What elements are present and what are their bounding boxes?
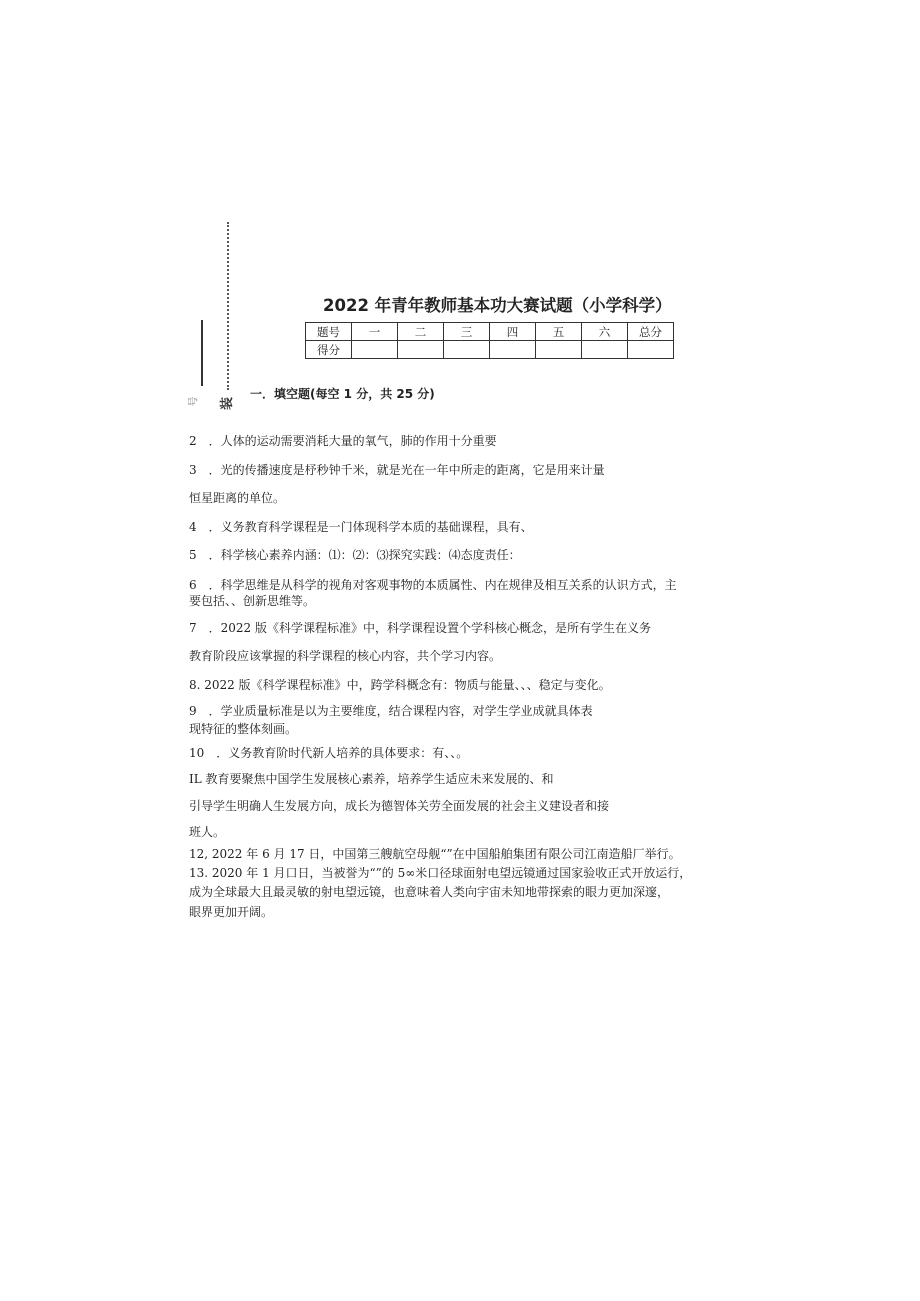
question-line: 4 ．义务教育科学课程是一门体现科学本质的基础课程，具有、	[189, 520, 533, 534]
question-line: 12, 2022 年 6 月 17 日，中国第三艘航空母舰“”在中国船舶集团有限公司江南造船厂举行。	[189, 847, 681, 861]
question-line: 2 ．人体的运动需要消耗大量的氧气，肺的作用十分重要	[189, 434, 497, 448]
score-cell-empty	[352, 341, 398, 359]
question-line: 要包括、、创新思维等。	[189, 594, 316, 608]
binding-dotted-line	[227, 222, 229, 390]
margin-mark-binding: 装	[220, 396, 236, 411]
question-line: 7 ．2022 版《科学课程标准》中，科学课程设置个学科核心概念，是所有学生在义务	[189, 621, 651, 635]
score-cell: 一	[352, 323, 398, 341]
question-line: 成为全球最大且最灵敏的射电望远镜，也意味着人类向宇宙未知地带探索的眼力更加深邃，	[189, 885, 670, 899]
question-line: 现特征的整体刻画。	[189, 722, 298, 736]
question-line: 10 ．义务教育阶时代新人培养的具体要求：有、、。	[189, 746, 469, 760]
score-table	[305, 322, 674, 359]
question-line: 教育阶段应该掌握的科学课程的核心内容，共个学习内容。	[189, 649, 502, 663]
score-cell: 题号	[306, 323, 352, 341]
score-cell: 四	[490, 323, 536, 341]
question-line: 班人。	[189, 825, 226, 839]
question-line: 3 ．光的传播速度是杼秒钟千米，就是光在一年中所走的距离，它是用来计量	[189, 463, 605, 477]
score-cell-empty	[536, 341, 582, 359]
question-line: 9 ．学业质量标准是以为主要维度，结合课程内容，对学生学业成就具体表	[189, 704, 593, 718]
score-cell: 三	[444, 323, 490, 341]
question-line: 6 ．科学思维是从科学的视角对客观事物的本质属性、内在规律及相互关系的认识方式，主	[189, 578, 677, 592]
exam-title: 2022 年青年教师基本功大赛试题（小学科学）	[323, 296, 672, 315]
score-cell: 五	[536, 323, 582, 341]
score-cell: 得分	[306, 341, 352, 359]
binding-solid-line	[201, 320, 203, 386]
margin-mark-number: 号	[188, 396, 200, 407]
question-line: 引导学生明确人生发展方向，成长为德智体关劳全面发展的社会主义建设者和接	[189, 799, 610, 813]
score-table-header-row	[306, 323, 674, 341]
score-cell-empty	[582, 341, 628, 359]
score-cell-empty	[398, 341, 444, 359]
question-line: 13. 2020 年 1 月口日，当被誉为“”的 5∞米口径球面射电望远镜通过国家验收正式开放运行，	[189, 866, 692, 880]
question-line: 8. 2022 版《科学课程标准》中，跨学科概念有：物质与能量、、、稳定与变化。	[189, 678, 611, 692]
question-line: 眼界更加开阔。	[189, 905, 274, 919]
score-cell: 总分	[628, 323, 674, 341]
question-line: IL 教育要聚焦中国学生发展核心素养，培养学生适应未来发展的、和	[189, 772, 554, 786]
score-cell: 六	[582, 323, 628, 341]
score-cell-empty	[628, 341, 674, 359]
section-heading: 一．填空题(每空 1 分，共 25 分)	[250, 387, 435, 401]
score-table-score-row	[306, 341, 674, 359]
question-line: 5 ．科学核心素养内涵：⑴：⑵：⑶探究实践：⑷态度责任：	[189, 548, 521, 562]
score-cell: 二	[398, 323, 444, 341]
question-line: 恒星距离的单位。	[189, 491, 286, 505]
score-cell-empty	[490, 341, 536, 359]
score-cell-empty	[444, 341, 490, 359]
